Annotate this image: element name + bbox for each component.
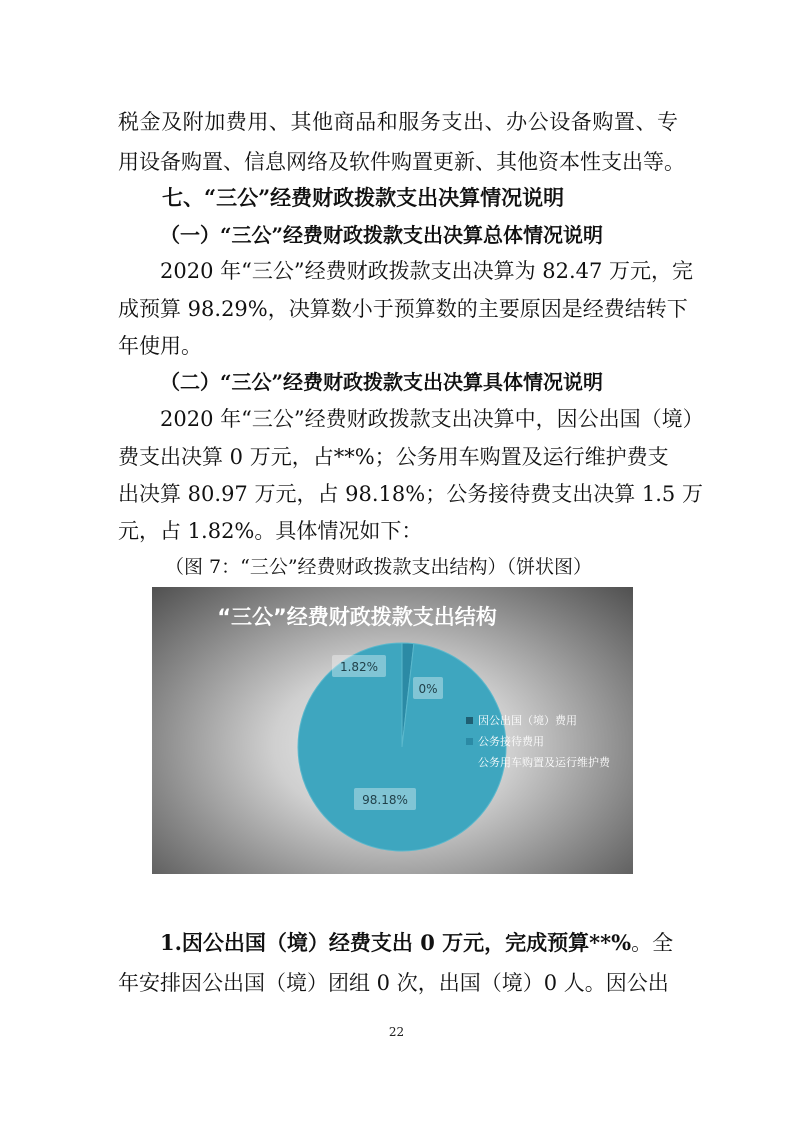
body-tail: 。全	[631, 931, 674, 955]
body-line: 2020 年“三公”经费财政拨款支出决算中，因公出国（境）	[160, 407, 704, 431]
data-label-text: 1.82%	[339, 660, 379, 674]
body-line: 年使用。	[118, 334, 202, 358]
body-line: 费支出决算 0 万元，占**%；公务用车购置及运行维护费支	[118, 445, 669, 469]
figure-caption: （图 7：“三公”经费财政拨款支出结构）（饼状图）	[165, 556, 593, 578]
legend-swatch	[466, 738, 473, 745]
body-line: 用设备购置、信息网络及软件购置更新、其他资本性支出等。	[118, 150, 685, 174]
subsection-heading: （一）“三公”经费财政拨款支出决算总体情况说明	[160, 223, 604, 247]
data-label	[332, 655, 386, 677]
page-number: 22	[388, 1025, 405, 1039]
data-label-text: 0%	[418, 682, 438, 696]
body-line: 出决算 80.97 万元，占 98.18%；公务接待费支出决算 1.5 万	[118, 482, 703, 506]
pie-slice	[298, 643, 506, 851]
legend-label: 公务用车购置及运行维护费	[478, 756, 610, 769]
data-label-text: 98.18%	[362, 793, 408, 807]
body-line: 2020 年“三公”经费财政拨款支出决算为 82.47 万元，完	[160, 259, 694, 283]
data-label	[413, 677, 443, 699]
pie-chart	[152, 587, 633, 874]
body-line: 元，占 1.82%。具体情况如下：	[118, 519, 423, 543]
body-line: 税金及附加费用、其他商品和服务支出、办公设备购置、专	[118, 110, 678, 134]
body-line: 年安排因公出国（境）团组 0 次，出国（境）0 人。因公出	[118, 971, 669, 995]
pie-chart-svg	[152, 587, 633, 874]
body-line	[160, 928, 678, 958]
body-line: 成预算 98.29%，决算数小于预算数的主要原因是经费结转下	[118, 297, 688, 321]
chart-title: “三公”经费财政拨款支出结构	[217, 605, 497, 629]
subsection-heading: （二）“三公”经费财政拨款支出决算具体情况说明	[160, 370, 604, 394]
legend-swatch	[466, 759, 473, 766]
data-label	[354, 788, 416, 810]
bold-lead: 1.因公出国（境）经费支出 0 万元，完成预算**%	[160, 930, 632, 955]
legend-swatch	[466, 717, 473, 724]
section-heading: 七、“三公”经费财政拨款支出决算情况说明	[162, 185, 565, 210]
legend-label: 公务接待费用	[478, 735, 544, 748]
legend-label: 因公出国（境）费用	[478, 714, 577, 727]
